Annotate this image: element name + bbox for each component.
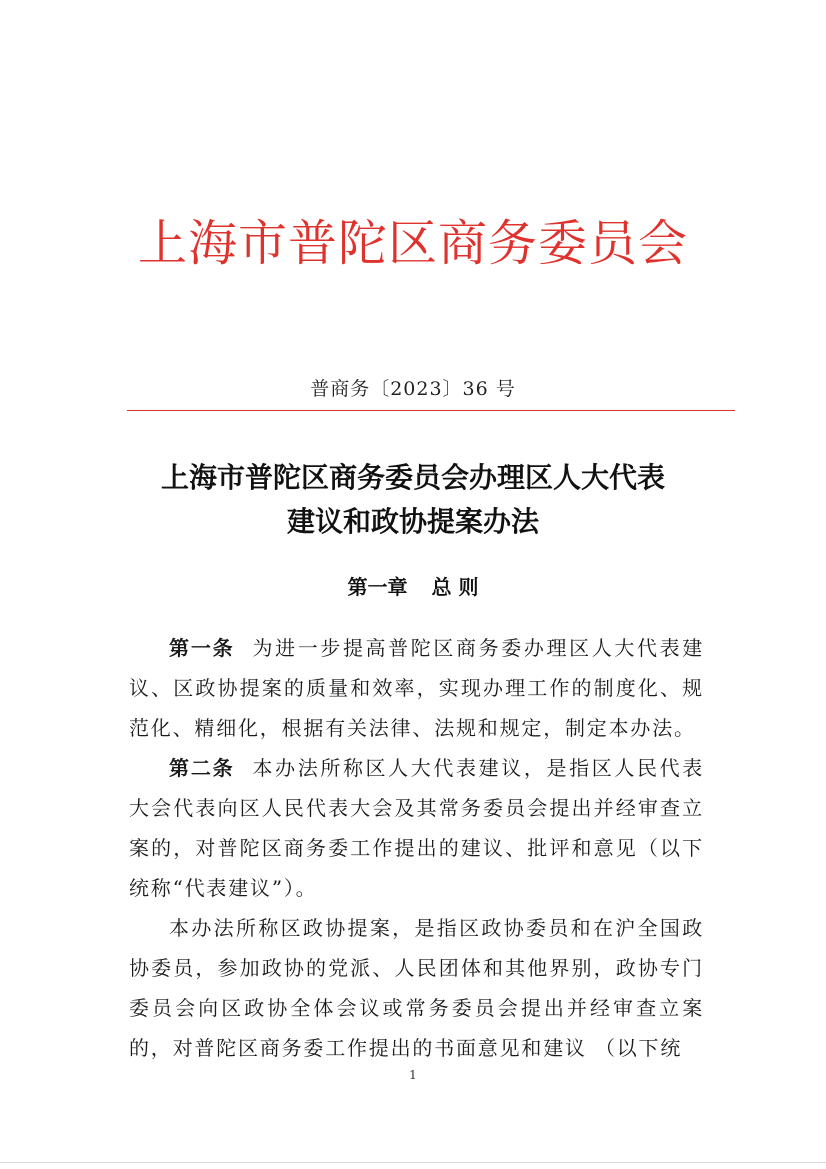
paragraph-text: 本办法所称区人大代表建议，是指区人民代表大会代表向区人民代表大会及其常务委员会提出并经审查立案的，对普陀区商务委工作提出的建议、批评和意见（以下统称“代表建议”）。 — [129, 756, 705, 900]
red-divider-line — [127, 410, 735, 411]
article-label: 第二条 — [169, 756, 235, 780]
document-title — [0, 456, 826, 544]
paragraph-text: 本办法所称区政协提案，是指区政协委员和在沪全国政协委员，参加政协的党派、人民团体和其他界别，政协专门委员会向区政协全体会议或常务委员会提出并经审查立案的，对普陀区商务委工作提出的书面意见和建议 （以下统 — [129, 916, 704, 1060]
document-number: 普商务〔2023〕36 号 — [310, 378, 516, 400]
article-label: 第一条 — [169, 636, 235, 660]
paragraph-text: 为进一步提高普陀区商务委办理区人大代表建议、区政协提案的质量和效率，实现办理工作的制度化、规范化、精细化，根据有关法律、法规和规定，制定本办法。 — [129, 636, 705, 740]
page-number: 1 — [409, 1068, 417, 1082]
paragraph-article-1 — [129, 628, 704, 748]
chapter-name: 总 则 — [431, 575, 479, 599]
chapter-number: 第一章 — [347, 575, 408, 599]
body-text — [129, 628, 704, 1068]
issuing-authority-masthead: 上海市普陀区商务委员会 — [137, 215, 688, 272]
paragraph-article-2 — [129, 748, 704, 908]
chapter-heading — [0, 571, 826, 600]
paragraph-article-2-cont — [129, 908, 704, 1068]
title-line-1: 上海市普陀区商务委员会办理区人大代表 — [160, 461, 665, 494]
page-bottom-edge — [0, 1162, 826, 1163]
title-line-2: 建议和政协提案办法 — [286, 505, 539, 538]
